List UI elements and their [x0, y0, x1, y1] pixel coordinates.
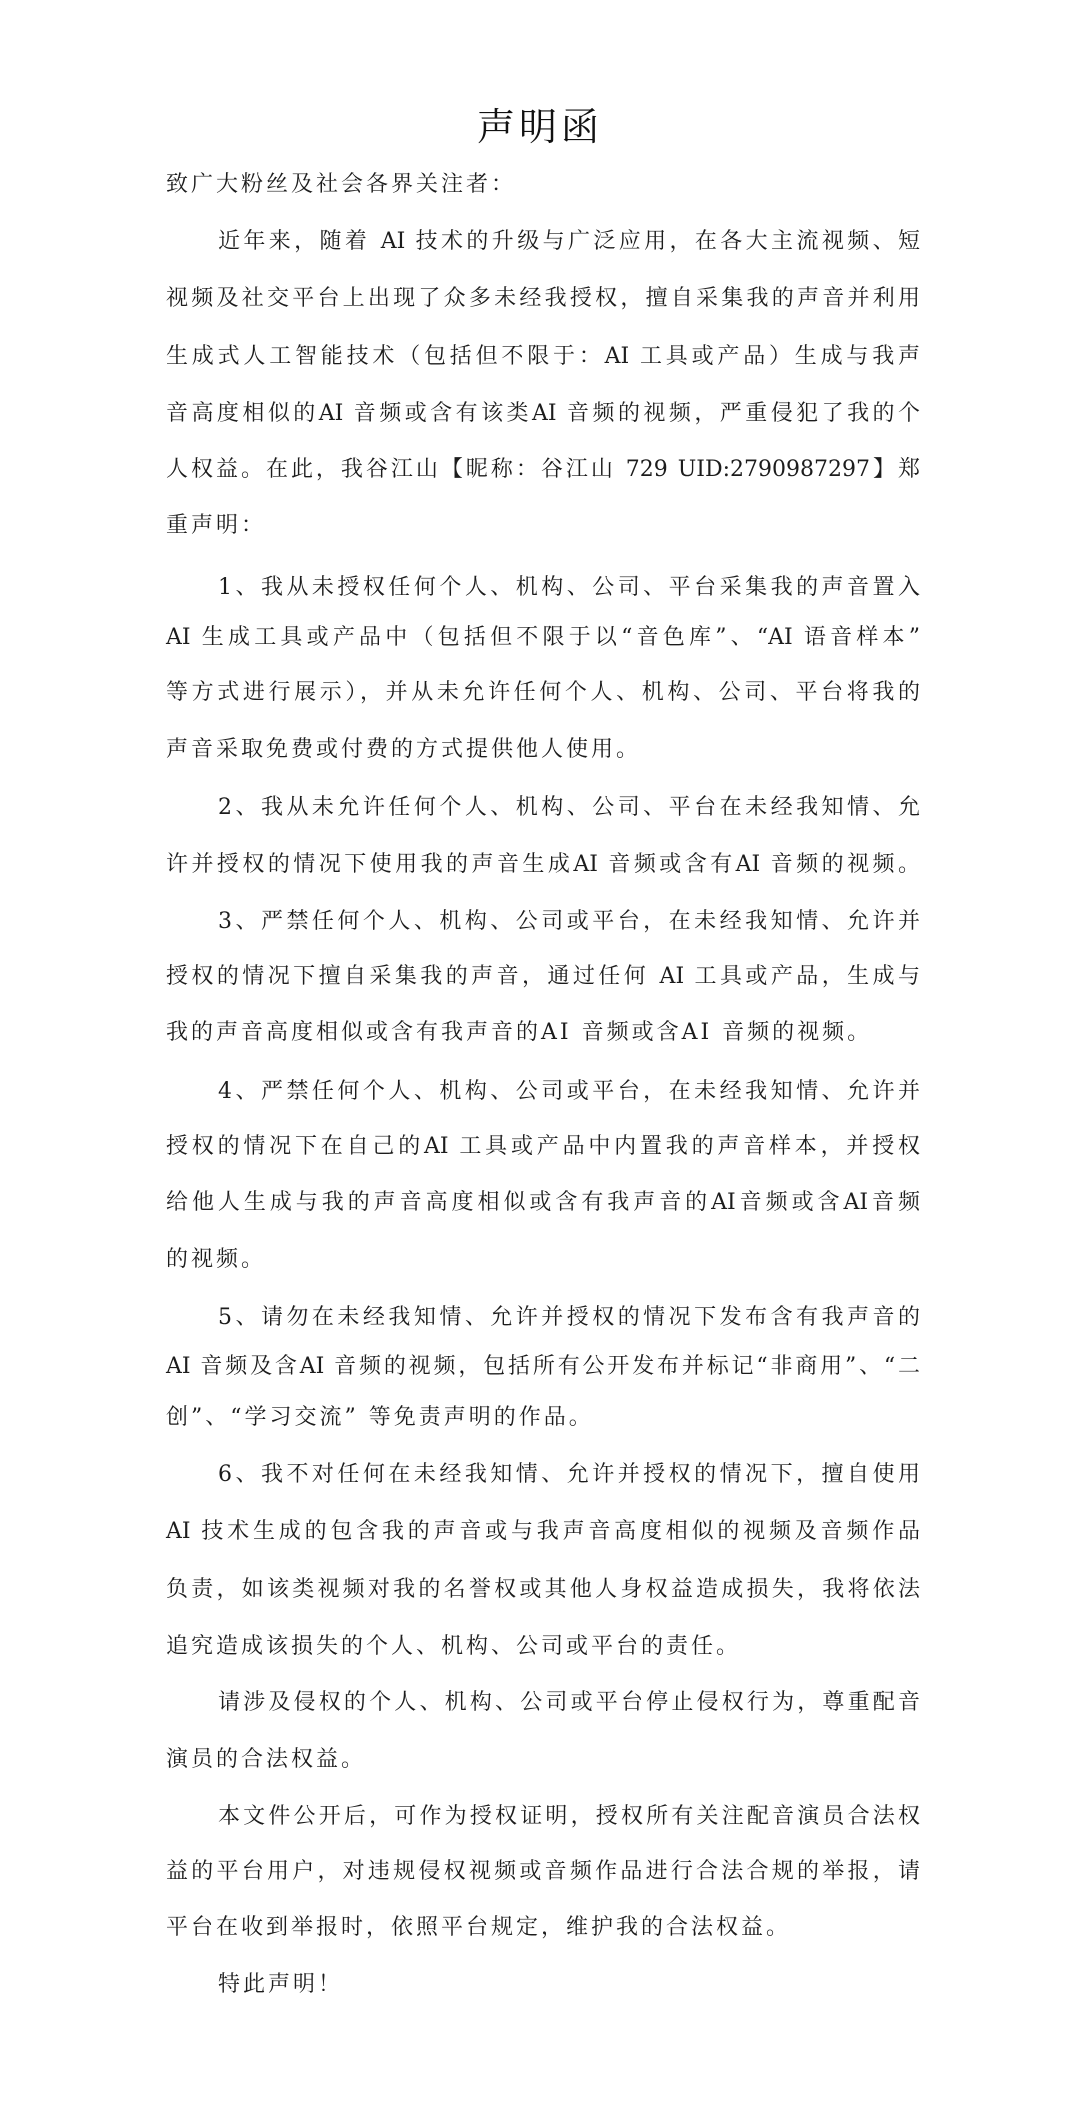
paragraph-line: 人权益。在此，我谷江山【昵称：谷江山 729 UID:2790987297】郑 [166, 457, 920, 482]
paragraph-line: 平台在收到举报时，依照平台规定，维护我的合法权益。 [166, 1915, 792, 1940]
paragraph-line: 负责，如该类视频对我的名誉权或其他人身权益造成损失，我将依法 [166, 1577, 920, 1602]
paragraph-line: 给他人生成与我的声音高度相似或含有我声音的AI音频或含AI音频 [166, 1190, 920, 1215]
paragraph-line: 追究造成该损失的个人、机构、公司或平台的责任。 [166, 1634, 742, 1659]
paragraph-line: 6、我不对任何在未经我知情、允许并授权的情况下，擅自使用 [218, 1462, 920, 1487]
paragraph-line: AI 音频及含AI 音频的视频，包括所有公开发布并标记“非商用”、“二 [166, 1354, 920, 1379]
paragraph-line: 1、我从未授权任何个人、机构、公司、平台采集我的声音置入 [218, 575, 920, 600]
paragraph-line: 4、严禁任何个人、机构、公司或平台，在未经我知情、允许并 [218, 1079, 920, 1104]
paragraph-line: 视频及社交平台上出现了众多未经我授权，擅自采集我的声音并利用 [166, 286, 920, 311]
paragraph-line: 我的声音高度相似或含有我声音的AI 音频或含AI 音频的视频。 [166, 1020, 873, 1045]
paragraph-line: 授权的情况下在自己的AI 工具或产品中内置我的声音样本，并授权 [166, 1134, 920, 1159]
paragraph-line: 演员的合法权益。 [166, 1747, 367, 1772]
greeting: 致广大粉丝及社会各界关注者： [166, 172, 517, 197]
paragraph-line: 重声明： [166, 513, 267, 538]
paragraph-line: 声音采取免费或付费的方式提供他人使用。 [166, 737, 642, 762]
paragraph-line: AI 生成工具或产品中（包括但不限于以“音色库”、“AI 语音样本” [166, 625, 920, 650]
paragraph-line: 授权的情况下擅自采集我的声音，通过任何 AI 工具或产品，生成与 [166, 964, 920, 989]
paragraph-line: 2、我从未允许任何个人、机构、公司、平台在未经我知情、允 [218, 795, 920, 820]
paragraph-line: 音高度相似的AI 音频或含有该类AI 音频的视频，严重侵犯了我的个 [166, 401, 920, 426]
paragraph-line: 5、请勿在未经我知情、允许并授权的情况下发布含有我声音的 [218, 1305, 920, 1330]
paragraph-line: 近年来，随着 AI 技术的升级与广泛应用，在各大主流视频、短 [218, 229, 920, 254]
paragraph-line: 3、严禁任何个人、机构、公司或平台，在未经我知情、允许并 [218, 909, 920, 934]
document-title: 声明函 [476, 105, 603, 149]
paragraph-line: 许并授权的情况下使用我的声音生成AI 音频或含有AI 音频的视频。 [166, 852, 920, 877]
paragraph-line: 请涉及侵权的个人、机构、公司或平台停止侵权行为，尊重配音 [218, 1690, 920, 1715]
paragraph-line: 的视频。 [166, 1247, 267, 1272]
paragraph-line: 益的平台用户，对违规侵权视频或音频作品进行合法合规的举报，请 [166, 1859, 920, 1884]
paragraph-line: 等方式进行展示），并从未允许任何个人、机构、公司、平台将我的 [166, 680, 920, 705]
paragraph-line: 本文件公开后，可作为授权证明，授权所有关注配音演员合法权 [218, 1804, 920, 1829]
paragraph-line: 生成式人工智能技术（包括但不限于：AI 工具或产品）生成与我声 [166, 344, 920, 369]
paragraph-line: AI 技术生成的包含我的声音或与我声音高度相似的视频及音频作品 [166, 1519, 920, 1544]
closing-statement: 特此声明！ [218, 1972, 344, 1997]
paragraph-line: 创”、“学习交流” 等免责声明的作品。 [166, 1405, 594, 1430]
